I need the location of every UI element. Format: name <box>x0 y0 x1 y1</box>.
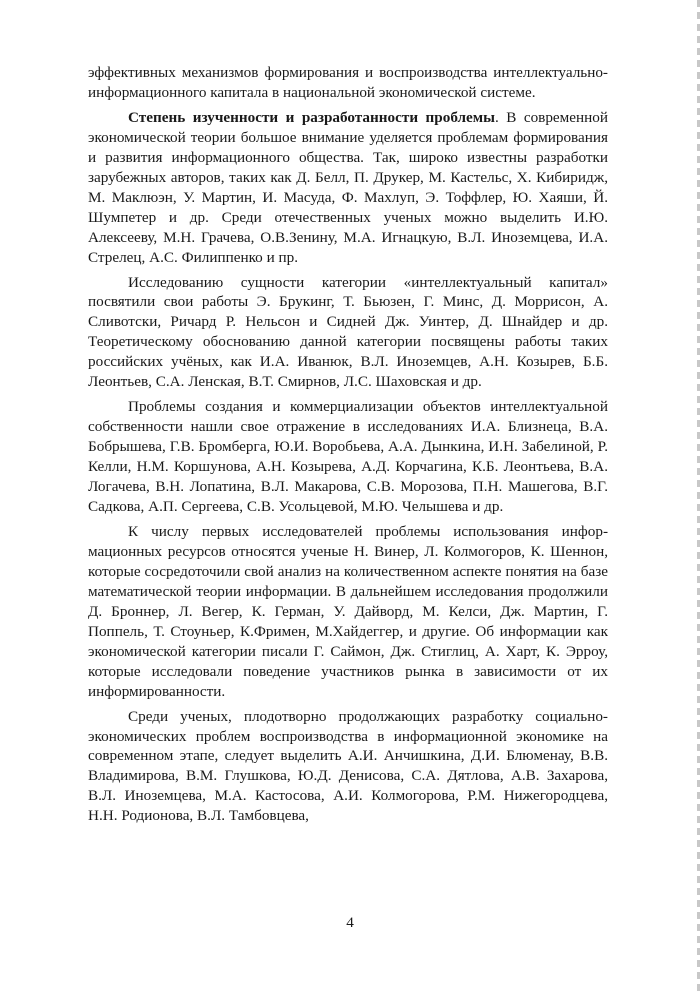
paragraph-intellectual-property <box>88 397 608 517</box>
paragraph-text: Проблемы создания и коммерциализации объектов интеллектуальной собственности нашли свое отражение в исследованиях И.А. Близнеца, В.А. Бобрышева, Г.В. Бромберга, Ю.И. Воробьева, А.А. Дынкина, И.Н. Забелиной, Р. Келли, Н.М. Коршунова, А.Н. Козырева, А.Д. Корчагина, К.Б. Леонтьева, В.А. Логачева, В.Н. Лопатина, В.Л. Макарова, С.В. Морозова, П.Н. Машегова, В.Г. Садкова, А.П. Сергеева, С.В. Усольцевой, М.Ю. Челышева и др. <box>88 398 608 516</box>
paragraph-text: эффективных механизмов формирования и воспроизводства интеллектуально-информационного капитала в национальной экономической системе. <box>88 64 608 101</box>
paragraph-heading: Степень изученности и разработанности проблемы <box>128 108 495 126</box>
page-body <box>88 63 608 826</box>
paragraph-text: Исследованию сущности категории «интеллектуальный капитал» посвятили свои работы Э. Брукинг, Т. Бьюзен, Г. Минс, Д. Моррисон, А. Сливотски, Ричард Р. Нельсон и Сидней Дж. Уинтер, Д. Шнайдер и др. Теоретическому обоснованию данной категории посвящены работы таких российских учёных, как И.А. Иванюк, В.Л. Иноземцев, А.Н. Козырев, Б.Б. Леонтьев, С.А. Ленская, В.Т. Смирнов, Л.С. Шаховская и др. <box>88 273 608 391</box>
paragraph-text: Среди ученых, плодотворно продолжающих разработку социально-экономических проблем воспроизводства в информационной экономике на современном этапе, следует выделить А.И. Анчишкина, Д.И. Блюменау, В.В. Владимирова, В.М. Глушкова, Ю.Д. Денисова, С.А. Дятлова, А.В. Захарова, В.Л. Иноземцева, М.А. Кастосова, А.И. Колмогорова, Р.М. Нижегородцева, Н.Н. Родионова, В.Л. Тамбовцева, <box>88 707 608 825</box>
paragraph-continuation <box>88 63 608 103</box>
paragraph-information-resources <box>88 522 608 702</box>
paragraph-text: К числу первых исследователей проблемы использования информационных ресурсов относятся ученые Н. Винер, Л. Колмогоров, К. Шеннон, которые сосредоточили свой анализ на количественном аспекте понятия на базе математической теории информации. В дальнейшем исследования продолжили Д. Броннер, Л. Вегер, К. Герман, У. Дайворд, М. Келси, Дж. Мартин, Г. Поппель, Т. Стоуньер, К.Фримен, М.Хайдеггер, и другие. Об информации как экономической категории писали Г. Саймон, Дж. Стиглиц, А. Харт, К. Эрроу, которые исследовали поведение участников рынка в зависимости от их информированности. <box>88 522 608 700</box>
paragraph-text: . В современной экономической теории большое внимание уделяется проблемам формирования и развития информационного общества. Так, широко известны разработки зарубежных авторов, таких как Д. Белл, П. Друкер, М. Кастельс, Х. Кибиридж, М. Маклюэн, У. Мартин, И. Масуда, Ф. Махлуп, Э. Тоффлер, Ю. Хаяши, Й. Шумпетер и др. Среди отечественных ученых можно выделить И.Ю. Алексееву, М.Н. Грачева, О.В.Зенину, М.А. Игнацкую, В.Л. Иноземцева, И.А. Стрелец, А.С. Филиппенко и пр. <box>88 108 608 266</box>
paragraph-intellectual-capital <box>88 273 608 393</box>
paragraph-contemporary-researchers <box>88 707 608 827</box>
page-number: 4 <box>346 914 354 931</box>
paragraph-problem-study <box>88 108 608 268</box>
